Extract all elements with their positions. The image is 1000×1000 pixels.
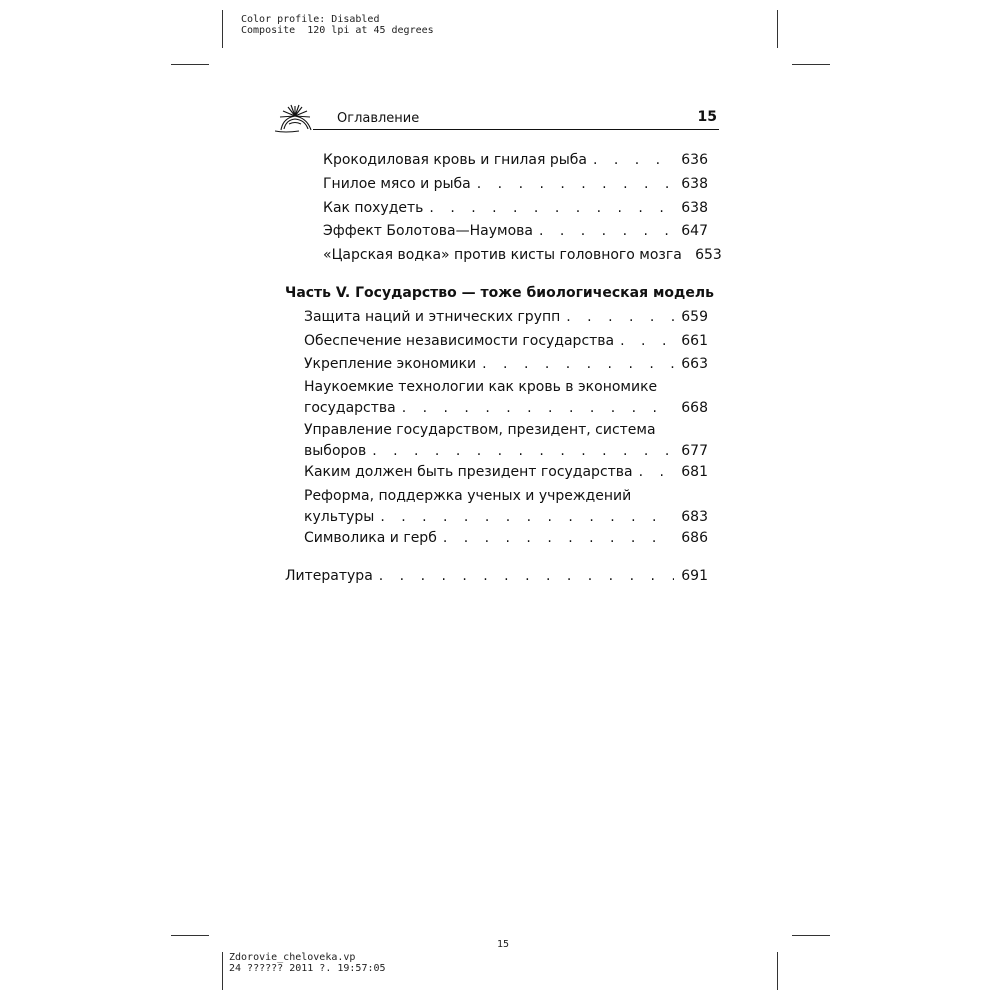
toc-leader bbox=[566, 307, 674, 328]
toc-leader bbox=[639, 462, 674, 483]
toc-leader bbox=[620, 331, 674, 352]
toc-entry-page: 636 bbox=[681, 152, 708, 168]
crop-mark bbox=[777, 952, 778, 990]
toc-entry-title: Литература bbox=[285, 568, 373, 584]
toc-leader bbox=[593, 150, 674, 171]
toc-entry bbox=[304, 528, 708, 549]
toc-entry-title: «Царская водка» против кисты головного мозга bbox=[323, 247, 682, 263]
toc-leader bbox=[482, 354, 674, 375]
folio-bottom: 15 bbox=[497, 939, 510, 950]
crop-mark bbox=[222, 10, 223, 48]
toc-leader bbox=[477, 174, 674, 195]
crop-mark bbox=[792, 64, 830, 65]
toc-entry-page: 683 bbox=[681, 509, 708, 525]
toc-entry-title: Крокодиловая кровь и гнилая рыба bbox=[323, 152, 587, 168]
toc-leader bbox=[539, 221, 674, 242]
slug-bottom bbox=[229, 952, 386, 974]
toc-entry-page: 659 bbox=[681, 309, 708, 325]
slug-bottom-line2: 24 ?????? 2011 ?. 19:57:05 bbox=[229, 963, 386, 974]
toc-entry bbox=[323, 150, 708, 171]
toc-entry-page: 686 bbox=[681, 530, 708, 546]
toc-leader bbox=[402, 398, 674, 419]
toc-entry-title: Обеспечение независимости государства bbox=[304, 333, 615, 349]
toc-entry bbox=[323, 245, 722, 266]
slug-top-line1: Color profile: Disabled bbox=[241, 14, 380, 25]
toc-leader bbox=[443, 528, 674, 549]
toc-entry bbox=[304, 377, 708, 419]
toc-entry-title: Эффект Болотова—Наумова bbox=[323, 223, 533, 239]
toc-entry bbox=[323, 174, 708, 195]
toc-leader bbox=[380, 507, 674, 528]
header-title: Оглавление bbox=[337, 111, 420, 126]
toc-entry-page: 681 bbox=[681, 464, 708, 480]
toc-entry-page: 653 bbox=[695, 247, 722, 263]
crop-mark bbox=[222, 952, 223, 990]
slug-top bbox=[241, 14, 434, 36]
slug-bottom-line1: Zdorovie_cheloveka.vp bbox=[229, 952, 356, 963]
toc-entry bbox=[323, 221, 708, 242]
toc-entry bbox=[304, 420, 708, 462]
toc-entry bbox=[304, 331, 708, 352]
crop-mark bbox=[171, 64, 209, 65]
toc-entry-page: 638 bbox=[681, 176, 708, 192]
toc-entry-title: Символика и герб bbox=[304, 530, 437, 546]
toc-entry bbox=[304, 486, 708, 528]
toc-entry-page: 691 bbox=[681, 568, 708, 584]
crop-mark bbox=[777, 10, 778, 48]
toc-entry-literature bbox=[285, 566, 708, 587]
toc-entry-title: Каким должен быть президент государства bbox=[304, 464, 633, 480]
toc-entry-title: культуры bbox=[304, 509, 375, 525]
toc-entry bbox=[304, 462, 708, 483]
toc-entry-page: 661 bbox=[681, 333, 708, 349]
toc-entry-page: 668 bbox=[681, 400, 708, 416]
header-page-number: 15 bbox=[697, 109, 717, 125]
toc-entry-title: Защита наций и этнических групп bbox=[304, 309, 561, 325]
toc-entry-title: выборов bbox=[304, 443, 367, 459]
crop-mark bbox=[171, 935, 209, 936]
toc-entry-title-line1: Реформа, поддержка ученых и учреждений bbox=[304, 488, 632, 504]
toc-entry-title: Как похудеть bbox=[323, 200, 424, 216]
toc-leader bbox=[379, 566, 674, 587]
toc-entry-title: Гнилое мясо и рыба bbox=[323, 176, 471, 192]
toc-entry bbox=[304, 307, 708, 328]
toc-leader bbox=[372, 441, 674, 462]
toc-entry-title: государства bbox=[304, 400, 396, 416]
toc-entry-page: 647 bbox=[681, 223, 708, 239]
toc-entry-title-line1: Управление государством, президент, система bbox=[304, 422, 656, 438]
slug-top-line2: Composite 120 lpi at 45 degrees bbox=[241, 25, 434, 36]
part-heading: Часть V. Государство — тоже биологическая модель bbox=[285, 285, 714, 301]
toc-entry-page: 677 bbox=[681, 443, 708, 459]
crop-mark bbox=[792, 935, 830, 936]
toc-entry bbox=[323, 198, 708, 219]
header-rule bbox=[313, 129, 719, 130]
toc-entry bbox=[304, 354, 708, 375]
running-header bbox=[275, 100, 719, 134]
toc-entry-title-line1: Наукоемкие технологии как кровь в экономике bbox=[304, 379, 658, 395]
toc-entry-title: Укрепление экономики bbox=[304, 356, 477, 372]
toc-entry-page: 663 bbox=[681, 356, 708, 372]
toc-entry-page: 638 bbox=[681, 200, 708, 216]
toc-leader bbox=[429, 198, 674, 219]
